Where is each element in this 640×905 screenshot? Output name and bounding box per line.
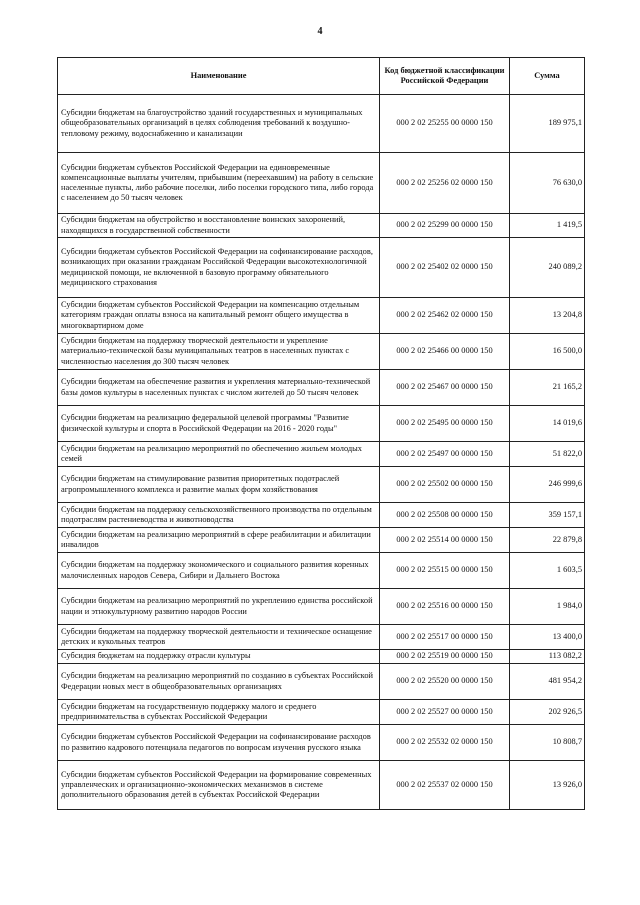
row-sum: 14 019,6 (510, 406, 585, 442)
row-code: 000 2 02 25519 00 0000 150 (380, 650, 510, 664)
row-sum: 22 879,8 (510, 528, 585, 553)
table-row (58, 153, 585, 214)
row-code: 000 2 02 25462 02 0000 150 (380, 298, 510, 334)
row-code: 000 2 02 25497 00 0000 150 (380, 442, 510, 467)
row-code: 000 2 02 25537 02 0000 150 (380, 761, 510, 810)
table-row (58, 442, 585, 467)
row-code: 000 2 02 25514 00 0000 150 (380, 528, 510, 553)
row-sum: 359 157,1 (510, 503, 585, 528)
row-code: 000 2 02 25515 00 0000 150 (380, 553, 510, 589)
table-row (58, 298, 585, 334)
table-row (58, 553, 585, 589)
row-code: 000 2 02 25495 00 0000 150 (380, 406, 510, 442)
row-sum: 51 822,0 (510, 442, 585, 467)
row-name: Субсидии бюджетам субъектов Российской Федерации на формирование современных управленческих и организационно-экономических механизмов в системе дополнительного образования детей в субъектах Российской Федерации (58, 761, 380, 810)
row-name: Субсидии бюджетам на поддержку творческой деятельности и техническое оснащение детских и кукольных театров (58, 625, 380, 650)
row-name: Субсидия бюджетам на поддержку отрасли культуры (58, 650, 380, 664)
row-name: Субсидии бюджетам на поддержку творческой деятельности и укрепление материально-технической базы муниципальных театров в населенных пунктах с численностью населения до 300 тысяч человек (58, 334, 380, 370)
row-name: Субсидии бюджетам субъектов Российской Федерации на софинансирование расходов, возникающих при оказании гражданам Российской Федерации высокотехнологичной медицинской помощи, не включенной в базовую программу обязательного медицинского страхования (58, 238, 380, 298)
row-name: Субсидии бюджетам на реализацию мероприятий по созданию в субъектах Российской Федерации новых мест в общеобразовательных организациях (58, 664, 380, 700)
row-code: 000 2 02 25520 00 0000 150 (380, 664, 510, 700)
row-sum: 1 419,5 (510, 214, 585, 238)
table-row (58, 238, 585, 298)
row-code: 000 2 02 25502 00 0000 150 (380, 467, 510, 503)
budget-table (57, 57, 585, 810)
table-row (58, 528, 585, 553)
row-sum: 76 630,0 (510, 153, 585, 214)
row-name: Субсидии бюджетам на реализацию мероприятий по обеспечению жильем молодых семей (58, 442, 380, 467)
table-row (58, 700, 585, 725)
row-name: Субсидии бюджетам на реализацию мероприятий в сфере реабилитации и абилитации инвалидов (58, 528, 380, 553)
row-sum: 1 984,0 (510, 589, 585, 625)
row-code: 000 2 02 25466 00 0000 150 (380, 334, 510, 370)
row-code: 000 2 02 25467 00 0000 150 (380, 370, 510, 406)
table-row (58, 589, 585, 625)
table-header-row (58, 58, 585, 95)
row-name: Субсидии бюджетам на стимулирование развития приоритетных подотраслей агропромышленного комплекса и развитие малых форм хозяйствования (58, 467, 380, 503)
row-name: Субсидии бюджетам на поддержку экономического и социального развития коренных малочисленных народов Севера, Сибири и Дальнего Востока (58, 553, 380, 589)
table-row (58, 761, 585, 810)
row-code: 000 2 02 25527 00 0000 150 (380, 700, 510, 725)
row-sum: 13 926,0 (510, 761, 585, 810)
row-sum: 13 400,0 (510, 625, 585, 650)
row-name: Субсидии бюджетам на реализацию мероприятий по укреплению единства российской нации и этнокультурному развитию народов России (58, 589, 380, 625)
row-code: 000 2 02 25517 00 0000 150 (380, 625, 510, 650)
row-code: 000 2 02 25516 00 0000 150 (380, 589, 510, 625)
row-code: 000 2 02 25255 00 0000 150 (380, 95, 510, 153)
row-name: Субсидии бюджетам субъектов Российской Федерации на единовременные компенсационные выплаты учителям, прибывшим (переехавшим) на работу в сельские населенные пункты, либо рабочие поселки, либо поселки городского типа, либо города с населением до 50 тысяч человек (58, 153, 380, 214)
row-code: 000 2 02 25256 02 0000 150 (380, 153, 510, 214)
row-sum: 21 165,2 (510, 370, 585, 406)
table-row (58, 725, 585, 761)
row-name: Субсидии бюджетам на реализацию федеральной целевой программы "Развитие физической культуры и спорта в Российской Федерации на 2016 - 2020 годы" (58, 406, 380, 442)
header-code: Код бюджетной классификации Российской Федерации (380, 58, 510, 95)
page-number: 4 (317, 26, 323, 37)
row-code: 000 2 02 25532 02 0000 150 (380, 725, 510, 761)
row-sum: 189 975,1 (510, 95, 585, 153)
row-code: 000 2 02 25508 00 0000 150 (380, 503, 510, 528)
row-name: Субсидии бюджетам на обеспечение развития и укрепления материально-технической базы домов культуры в населенных пунктах с числом жителей до 50 тысяч человек (58, 370, 380, 406)
row-name: Субсидии бюджетам субъектов Российской Федерации на компенсацию отдельным категориям граждан оплаты взноса на капитальный ремонт общего имущества в многоквартирном доме (58, 298, 380, 334)
row-sum: 113 082,2 (510, 650, 585, 664)
row-sum: 10 808,7 (510, 725, 585, 761)
table-row (58, 95, 585, 153)
row-sum: 1 603,5 (510, 553, 585, 589)
row-sum: 246 999,6 (510, 467, 585, 503)
row-code: 000 2 02 25402 02 0000 150 (380, 238, 510, 298)
table-row (58, 406, 585, 442)
row-sum: 240 089,2 (510, 238, 585, 298)
table-row (58, 503, 585, 528)
row-sum: 13 204,8 (510, 298, 585, 334)
header-name: Наименование (58, 58, 380, 95)
row-name: Субсидии бюджетам на государственную поддержку малого и среднего предпринимательства в субъектах Российской Федерации (58, 700, 380, 725)
row-name: Субсидии бюджетам на благоустройство зданий государственных и муниципальных общеобразовательных организаций в целях соблюдения требований к воздушно-тепловому режиму, водоснабжению и канализации (58, 95, 380, 153)
table-row (58, 650, 585, 664)
row-code: 000 2 02 25299 00 0000 150 (380, 214, 510, 238)
row-sum: 16 500,0 (510, 334, 585, 370)
row-sum: 481 954,2 (510, 664, 585, 700)
table-row (58, 467, 585, 503)
row-name: Субсидии бюджетам субъектов Российской Федерации на софинансирование расходов по развитию кадрового потенциала педагогов по вопросам изучения русского языка (58, 725, 380, 761)
table-row (58, 625, 585, 650)
table-row (58, 370, 585, 406)
row-name: Субсидии бюджетам на обустройство и восстановление воинских захоронений, находящихся в государственной собственности (58, 214, 380, 238)
header-sum: Сумма (510, 58, 585, 95)
table-row (58, 214, 585, 238)
row-sum: 202 926,5 (510, 700, 585, 725)
table-row (58, 664, 585, 700)
row-name: Субсидии бюджетам на поддержку сельскохозяйственного производства по отдельным подотраслям растениеводства и животноводства (58, 503, 380, 528)
table-row (58, 334, 585, 370)
